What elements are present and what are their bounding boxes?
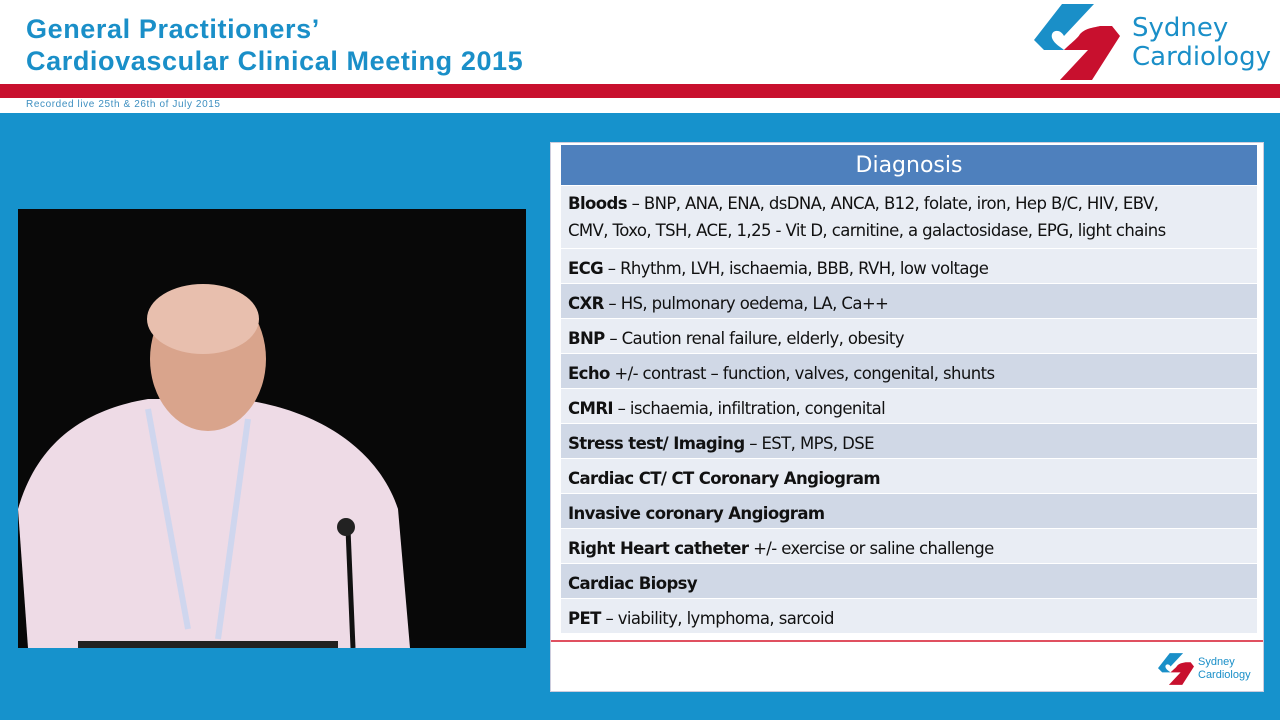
table-row [561, 319, 1257, 354]
row-label: Cardiac Biopsy [568, 574, 698, 593]
row-text: – BNP, ANA, ENA, dsDNA, ANCA, B12, folate, iron, Hep B/C, HIV, EBV, [626, 194, 1159, 213]
slide-logo-line-2: Cardiology [1198, 669, 1251, 681]
row-label: PET [568, 609, 601, 628]
row-label: Bloods [568, 194, 627, 213]
recorded-date: Recorded live 25th & 26th of July 2015 [26, 99, 221, 110]
table-row [561, 529, 1257, 564]
row-label: BNP [568, 329, 605, 348]
row-text: +/- exercise or saline challenge [748, 539, 994, 558]
meeting-title [26, 13, 523, 77]
table-row [561, 186, 1257, 249]
row-label: Echo [568, 364, 610, 383]
title-line-2: Cardiovascular Clinical Meeting 2015 [26, 46, 524, 76]
table-row [561, 424, 1257, 459]
diagnosis-table [561, 186, 1257, 634]
speaker-image [18, 209, 526, 648]
speaker-video[interactable] [18, 209, 526, 648]
header-banner [0, 0, 1280, 84]
row-label: CMRI [568, 399, 613, 418]
row-text: – ischaemia, infiltration, congenital [612, 399, 886, 418]
logo-line-1: Sydney [1132, 13, 1229, 43]
slide-footer-divider [551, 640, 1263, 642]
sydney-cardiology-logo-icon [1034, 4, 1120, 80]
logo-text [1132, 14, 1271, 72]
row-text: – EST, MPS, DSE [744, 434, 874, 453]
slide-logo-line-1: Sydney [1198, 656, 1235, 668]
row-text: CMV, Toxo, TSH, ACE, 1,25 - Vit D, carnitine, a galactosidase, EPG, light chains [568, 221, 1166, 240]
row-label: Cardiac CT/ CT Coronary Angiogram [568, 469, 880, 488]
table-row [561, 494, 1257, 529]
row-label: CXR [568, 294, 604, 313]
row-label: Stress test/ Imaging [568, 434, 745, 453]
slide-logo-text [1198, 656, 1251, 682]
row-text: – viability, lymphoma, sarcoid [600, 609, 834, 628]
row-text: +/- contrast – function, valves, congenital, shunts [609, 364, 995, 383]
logo-line-2: Cardiology [1132, 42, 1271, 72]
row-text: – Caution renal failure, elderly, obesity [604, 329, 904, 348]
table-row [561, 354, 1257, 389]
table-row [561, 389, 1257, 424]
slide-logo-icon [1158, 653, 1194, 685]
presentation-slide [550, 142, 1264, 692]
row-label: Invasive coronary Angiogram [568, 504, 825, 523]
row-text: – HS, pulmonary oedema, LA, Ca++ [603, 294, 889, 313]
row-label: Right Heart catheter [568, 539, 749, 558]
row-label: ECG [568, 259, 604, 278]
table-row [561, 284, 1257, 319]
table-row [561, 459, 1257, 494]
row-text: – Rhythm, LVH, ischaemia, BBB, RVH, low voltage [603, 259, 989, 278]
table-row [561, 564, 1257, 599]
red-divider [0, 84, 1280, 98]
table-row [561, 249, 1257, 284]
title-line-1: General Practitioners’ [26, 14, 320, 44]
slide-heading: Diagnosis [561, 145, 1257, 185]
table-row [561, 599, 1257, 634]
